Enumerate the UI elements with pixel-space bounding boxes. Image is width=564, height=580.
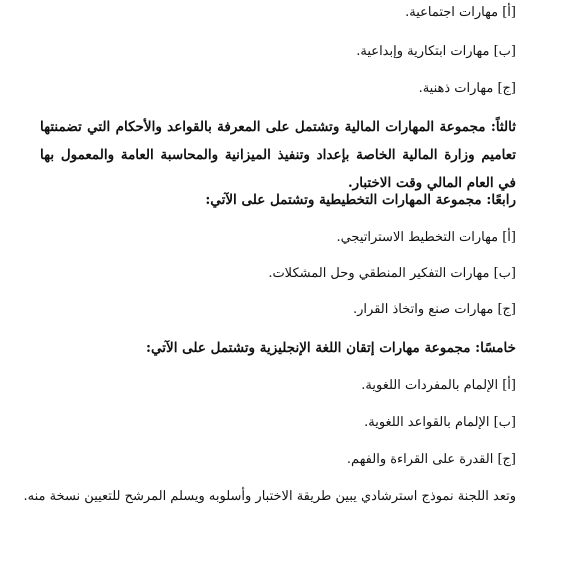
section-four-item-c: [ج] مهارات صنع واتخاذ القرار. [353,302,516,317]
closing-paragraph: وتعد اللجنة نموذج استرشادي يبين طريقة الاختبار وأسلوبه ويسلم المرشح للتعيين نسخة منه. [23,489,516,504]
section-five-item-a: [أ] الإلمام بالمفردات اللغوية. [361,378,516,393]
section-four-item-a: [أ] مهارات التخطيط الاستراتيجي. [336,230,516,245]
section-five-heading: خامسًا: مجموعة مهارات إتقان اللغة الإنجليزية وتشتمل على الآتي: [146,340,516,356]
intro-item-b: [ب] مهارات ابتكارية وإبداعية. [356,44,516,59]
intro-item-a: [أ] مهارات اجتماعية. [405,5,516,20]
section-four-item-b: [ب] مهارات التفكير المنطقي وحل المشكلات. [268,266,516,281]
section-five-item-b: [ب] الإلمام بالقواعد اللغوية. [364,415,516,430]
section-three-heading: ثالثاً: مجموعة المهارات المالية وتشتمل على المعرفة بالقواعد والأحكام التي تضمنتها تعاميم وزارة المالية الخاصة بإعداد وتنفيذ الميزانية والمحاسبة العامة والمعمول بها في العام المالي وقت الاختبار. [40,119,516,191]
section-four-heading: رابعًا: مجموعة المهارات التخطيطية وتشتمل على الآتي: [205,192,516,208]
intro-item-c: [ج] مهارات ذهنية. [418,81,516,96]
section-five-item-c: [ج] القدرة على القراءة والفهم. [346,452,516,467]
